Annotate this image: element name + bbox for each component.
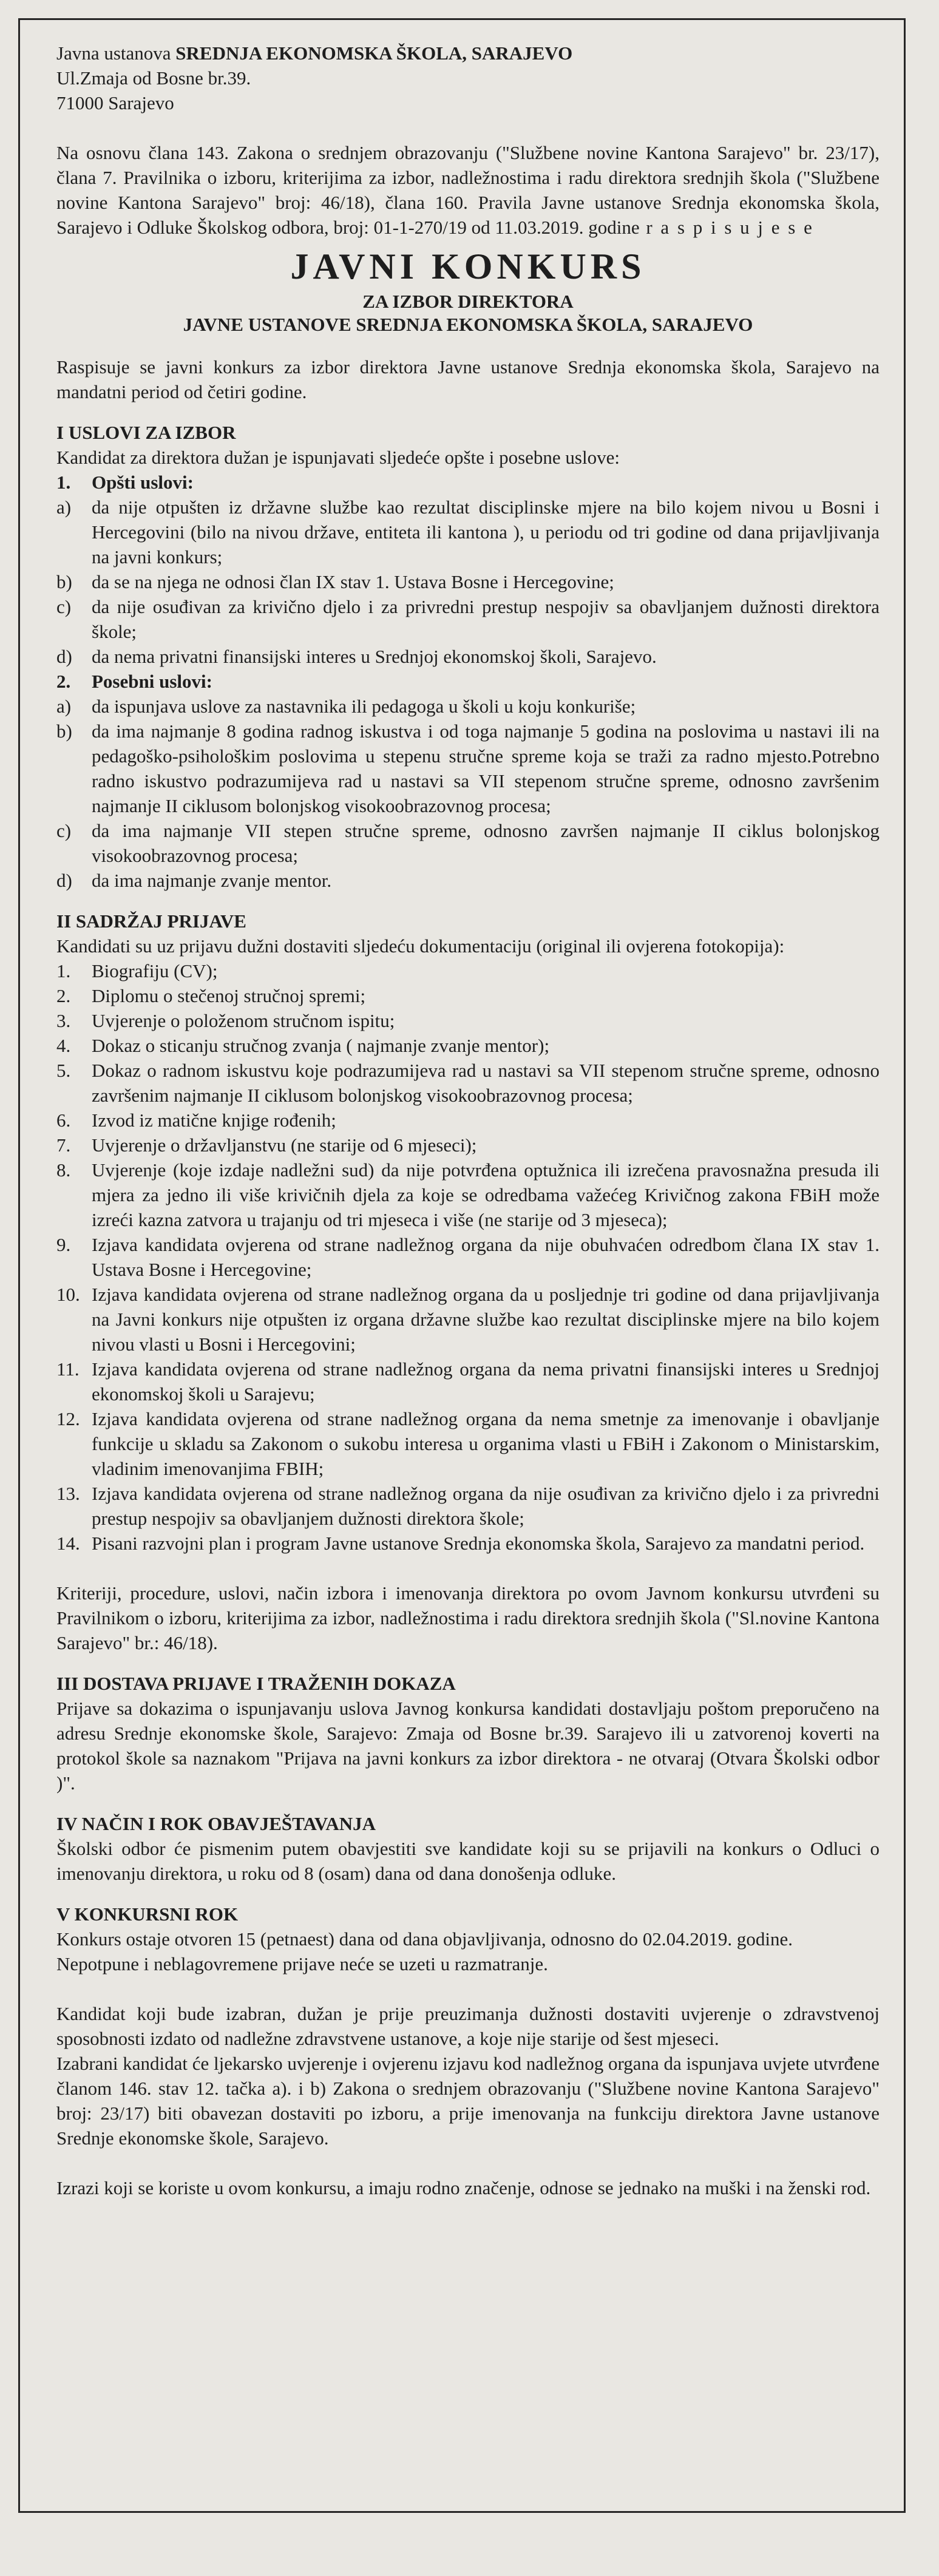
section-heading-conditions: I USLOVI ZA IZBOR	[56, 422, 236, 443]
list-item-text: Izjava kandidata ovjerena od strane nadležnog organa da nema smetnje za imenovanje i obavljanje funkcije u skladu sa Zakonom o sukobu interesa u organima vlasti u FBiH i Zakonom o Ministarskim, vladinim imenovanjima FBIH;	[92, 1408, 880, 1479]
section-heading-application: II SADRŽAJ PRIJAVE	[56, 910, 246, 932]
criteria-paragraph: Kriteriji, procedure, uslovi, način izbora i imenovanja direktora po ovom Javnom konkursu utvrđeni su Pravilnikom o izboru, kriterijima za izbor, nadležnostima i radu direktora srednjih škola ("Sl.novine Kantona Sarajevo" br.: 46/18).	[56, 1582, 880, 1653]
list-item-text: Izjava kandidata ovjerena od strane nadležnog organa da u posljednje tri godine od dana prijavljivanja na Javni konkurs nije otpušten iz organa državne službe kao rezultat disciplinske mjere na bilo kojem nivou vlasti u Bosni i Hercegovini;	[92, 1284, 880, 1355]
legal-preamble	[56, 140, 880, 240]
list-marker: 2.	[56, 985, 71, 1006]
delivery-paragraph: Prijave sa dokazima o ispunjavanju uslova Javnog konkursa kandidati dostavljaju poštom preporučeno na adresu Srednje ekonomske škole, Sarajevo: Zmaja od Bosne br.39. Sarajevo ili u zatvorenoj koverti na protokol škole sa naznakom "Prijava na javni konkurs za izbor direktora - ne otvaraj (Otvara Školski odbor )".	[56, 1698, 880, 1794]
list-marker: b)	[56, 720, 72, 742]
general-conditions-title	[56, 470, 880, 495]
list-item-text: Dokaz o radnom iskustvu koje podrazumijeva rad u nastavi sa VII stepenom stručne spreme, odnosno završenim najmanje II ciklusom bolonjskog visokoobrazovnog procesa;	[92, 1060, 880, 1106]
list-marker: 7.	[56, 1134, 71, 1156]
gender-note-paragraph: Izrazi koji se koriste u ovom konkursu, a imaju rodno značenje, odnose se jednako na muški i na ženski rod.	[56, 2177, 871, 2198]
list-item	[56, 1232, 880, 1282]
list-item	[56, 1406, 880, 1481]
special-conditions-title	[56, 669, 880, 694]
list-item-text: Uvjerenje o državljanstvu (ne starije od 6 mjeseci);	[92, 1134, 477, 1156]
subtitle-line-2: JAVNE USTANOVE SREDNJA EKONOMSKA ŠKOLA, SARAJEVO	[183, 314, 753, 335]
list-item-text: Opšti uslovi:	[92, 472, 194, 493]
institution-header	[56, 41, 880, 115]
list-marker: b)	[56, 571, 72, 592]
notification-paragraph: Školski odbor će pismenim putem obavjestiti sve kandidate koji su se prijavili na konkurs o Odluci o imenovanju direktora, u roku od 8 (osam) dana od dana donošenja odluke.	[56, 1838, 880, 1884]
list-item	[56, 1282, 880, 1357]
list-item	[56, 719, 880, 818]
list-item	[56, 594, 880, 644]
institution-line	[56, 41, 880, 66]
announcement-frame	[18, 18, 906, 2513]
list-item-text: Diplomu o stečenoj stručnoj spremi;	[92, 985, 366, 1006]
incomplete-applications-note: Nepotpune i neblagovremene prijave neće se uzeti u razmatranje.	[56, 1953, 548, 1974]
list-item	[56, 569, 880, 594]
medical-statement-paragraph: Izabrani kandidat će ljekarsko uvjerenje i ovjerenu izjavu kod nadležnog organa da ispunjava uvjete utvrđene članom 146. stav 12. tačka a). i b) Zakona o srednjem obrazovanju ("Službene novine Kantona Sarajevo" broj: 23/17) biti obavezan dostaviti po izboru, a prije imenovanja na funkciju direktora Javne ustanove Srednje ekonomske škole, Sarajevo.	[56, 2053, 880, 2149]
list-item-text: Uvjerenje (koje izdaje nadležni sud) da nije potvrđena optužnica ili izrečena pravosnažna presuda ili mjera za jedno ili više krivičnih djela za koje se odredbama važećeg Krivičnog zakona FBiH može izreći kazna zatvora u trajanju od tri mjeseca i više (ne starije od 3 mjeseca);	[92, 1159, 880, 1230]
list-marker: 14.	[56, 1533, 80, 1554]
institution-city: 71000 Sarajevo	[56, 92, 174, 114]
list-item-text: Dokaz o sticanju stručnog zvanja ( najmanje zvanje mentor);	[92, 1035, 550, 1056]
list-item	[56, 868, 880, 893]
list-marker: 8.	[56, 1159, 71, 1181]
list-item	[56, 958, 880, 983]
institution-name: SREDNJA EKONOMSKA ŠKOLA, SARAJEVO	[175, 42, 573, 64]
list-item	[56, 1058, 880, 1108]
list-marker: a)	[56, 497, 72, 518]
documents-list	[56, 958, 880, 1556]
list-item-text: da nije otpušten iz državne službe kao rezultat disciplinske mjere na bilo kojem nivou u Bosni i Hercegovini (bilo na nivou države, entiteta ili kantona ), u periodu od tri godine od dana prijavljivanja na javni konkurs;	[92, 497, 880, 568]
list-marker: 11.	[56, 1358, 80, 1380]
preamble-text: Na osnovu člana 143. Zakona o srednjem obrazovanju ("Službene novine Kantona Sarajevo" br. 23/17), člana 7. Pravilnika o izboru, kriterijima za izbor, nadležnostima i radu direktora srednjih škola ("Službene novine Kantona Sarajevo" broj: 46/18), člana 160. Pravila Javne ustanove Srednja ekonomska škola, Sarajevo i Odluke Školskog odbora, broj: 01-1-270/19 od 11.03.2019. godine	[56, 142, 880, 238]
list-marker: 4.	[56, 1035, 71, 1056]
list-item-text: da ima najmanje zvanje mentor.	[92, 870, 332, 891]
list-item	[56, 694, 880, 719]
institution-prefix: Javna ustanova	[56, 42, 176, 64]
institution-street: Ul.Zmaja od Bosne br.39.	[56, 67, 251, 89]
list-marker: a)	[56, 696, 72, 717]
deadline-paragraph: Konkurs ostaje otvoren 15 (petnaest) dana od dana objavljivanja, odnosno do 02.04.2019. godine.	[56, 1928, 793, 1950]
spacer	[56, 2151, 880, 2175]
list-item	[56, 1108, 880, 1133]
spacer	[56, 1976, 880, 2001]
list-marker: 12.	[56, 1408, 80, 1429]
list-item	[56, 495, 880, 569]
list-item-text: da se na njega ne odnosi član IX stav 1. Ustava Bosne i Hercegovine;	[92, 571, 614, 592]
section-heading-deadline: V KONKURSNI ROK	[56, 1903, 239, 1925]
list-item-text: da ima najmanje 8 godina radnog iskustva i od toga najmanje 5 godina na poslovima u nastavi ili na pedagoško-psihološkim poslovima u stepenu stručne spreme koja se traži za radno mjesto.Potrebno radno iskustvo podrazumijeva rad u nastavi sa VII stepenom stručne spreme, odnosno završenim najmanje II ciklusom bolonjskog visokoobrazovnog procesa;	[92, 720, 880, 816]
special-conditions-list	[56, 694, 880, 893]
list-item-text: Pisani razvojni plan i program Javne ustanove Srednja ekonomska škola, Sarajevo za mandatni period.	[92, 1533, 865, 1554]
list-item-text: Posebni uslovi:	[92, 671, 212, 692]
list-item-text: da nije osuđivan za krivično djelo i za privredni prestup nespojiv sa obavljanjem dužnosti direktora škole;	[92, 596, 880, 642]
list-item	[56, 983, 880, 1008]
list-item-text: da nema privatni finansijski interes u Srednjoj ekonomskoj školi, Sarajevo.	[92, 646, 657, 667]
list-marker: 1.	[56, 472, 71, 493]
list-item-text: Izvod iz matične knjige rođenih;	[92, 1110, 336, 1131]
list-item-text: Izjava kandidata ovjerena od strane nadležnog organa da nije osuđivan za krivično djelo i za privredni prestup nespojiv sa obavljanjem dužnosti direktora škole;	[92, 1483, 880, 1529]
list-marker: d)	[56, 870, 72, 891]
list-marker: 2.	[56, 671, 71, 692]
intro-paragraph: Raspisuje se javni konkurs za izbor direktora Javne ustanove Srednja ekonomska škola, Sarajevo na mandatni period od četiri godine.	[56, 356, 880, 402]
page-title: JAVNI KONKURS	[290, 246, 646, 286]
conditions-lead: Kandidat za direktora dužan je ispunjavati sljedeće opšte i posebne uslove:	[56, 447, 620, 468]
spacer	[56, 115, 880, 140]
list-item	[56, 818, 880, 868]
list-item	[56, 1531, 880, 1556]
list-item-text: Biografiju (CV);	[92, 960, 218, 981]
list-marker: 13.	[56, 1483, 80, 1504]
list-item-text: Izjava kandidata ovjerena od strane nadležnog organa da nema privatni finansijski interes u Srednjoj ekonomskoj školi u Sarajevu;	[92, 1358, 880, 1405]
list-item-text: da ispunjava uslove za nastavnika ili pedagoga u školi u koju konkuriše;	[92, 696, 636, 717]
list-item	[56, 1481, 880, 1531]
list-marker: d)	[56, 646, 72, 667]
list-item-text: da ima najmanje VII stepen stručne spreme, odnosno završen najmanje II ciklus bolonjskog visokoobrazovnog procesa;	[92, 820, 880, 866]
list-marker: 3.	[56, 1010, 71, 1031]
list-marker: 10.	[56, 1284, 80, 1305]
list-marker: 6.	[56, 1110, 71, 1131]
spacer	[56, 1556, 880, 1581]
section-heading-notification: IV NAČIN I ROK OBAVJEŠTAVANJA	[56, 1813, 376, 1834]
list-item	[56, 1008, 880, 1033]
list-item	[56, 1357, 880, 1406]
list-item	[56, 1133, 880, 1158]
list-marker: c)	[56, 596, 72, 617]
subtitle-line-1: ZA IZBOR DIREKTORA	[362, 291, 574, 312]
list-item-text: Izjava kandidata ovjerena od strane nadležnog organa da nije obuhvaćen odredbom člana IX stav 1. Ustava Bosne i Hercegovine;	[92, 1234, 880, 1280]
section-heading-delivery: III DOSTAVA PRIJAVE I TRAŽENIH DOKAZA	[56, 1673, 456, 1694]
list-marker: 1.	[56, 960, 71, 981]
general-conditions-list	[56, 495, 880, 669]
list-item-text: Uvjerenje o položenom stručnom ispitu;	[92, 1010, 395, 1031]
list-marker: c)	[56, 820, 72, 841]
list-marker: 9.	[56, 1234, 71, 1255]
health-certificate-paragraph: Kandidat koji bude izabran, dužan je prije preuzimanja dužnosti dostaviti uvjerenje o zdravstvenoj sposobnosti izdato od nadležne zdravstvene ustanove, a koje nije starije od šest mjeseci.	[56, 2003, 880, 2049]
list-item	[56, 1033, 880, 1058]
list-marker: 5.	[56, 1060, 71, 1081]
application-lead: Kandidati su uz prijavu dužni dostaviti sljedeću dokumentaciju (original ili ovjerena fotokopija):	[56, 935, 785, 957]
list-item	[56, 1158, 880, 1232]
list-item	[56, 644, 880, 669]
preamble-announces: r a s p i s u j e s e	[639, 217, 814, 238]
spacer	[56, 336, 880, 354]
